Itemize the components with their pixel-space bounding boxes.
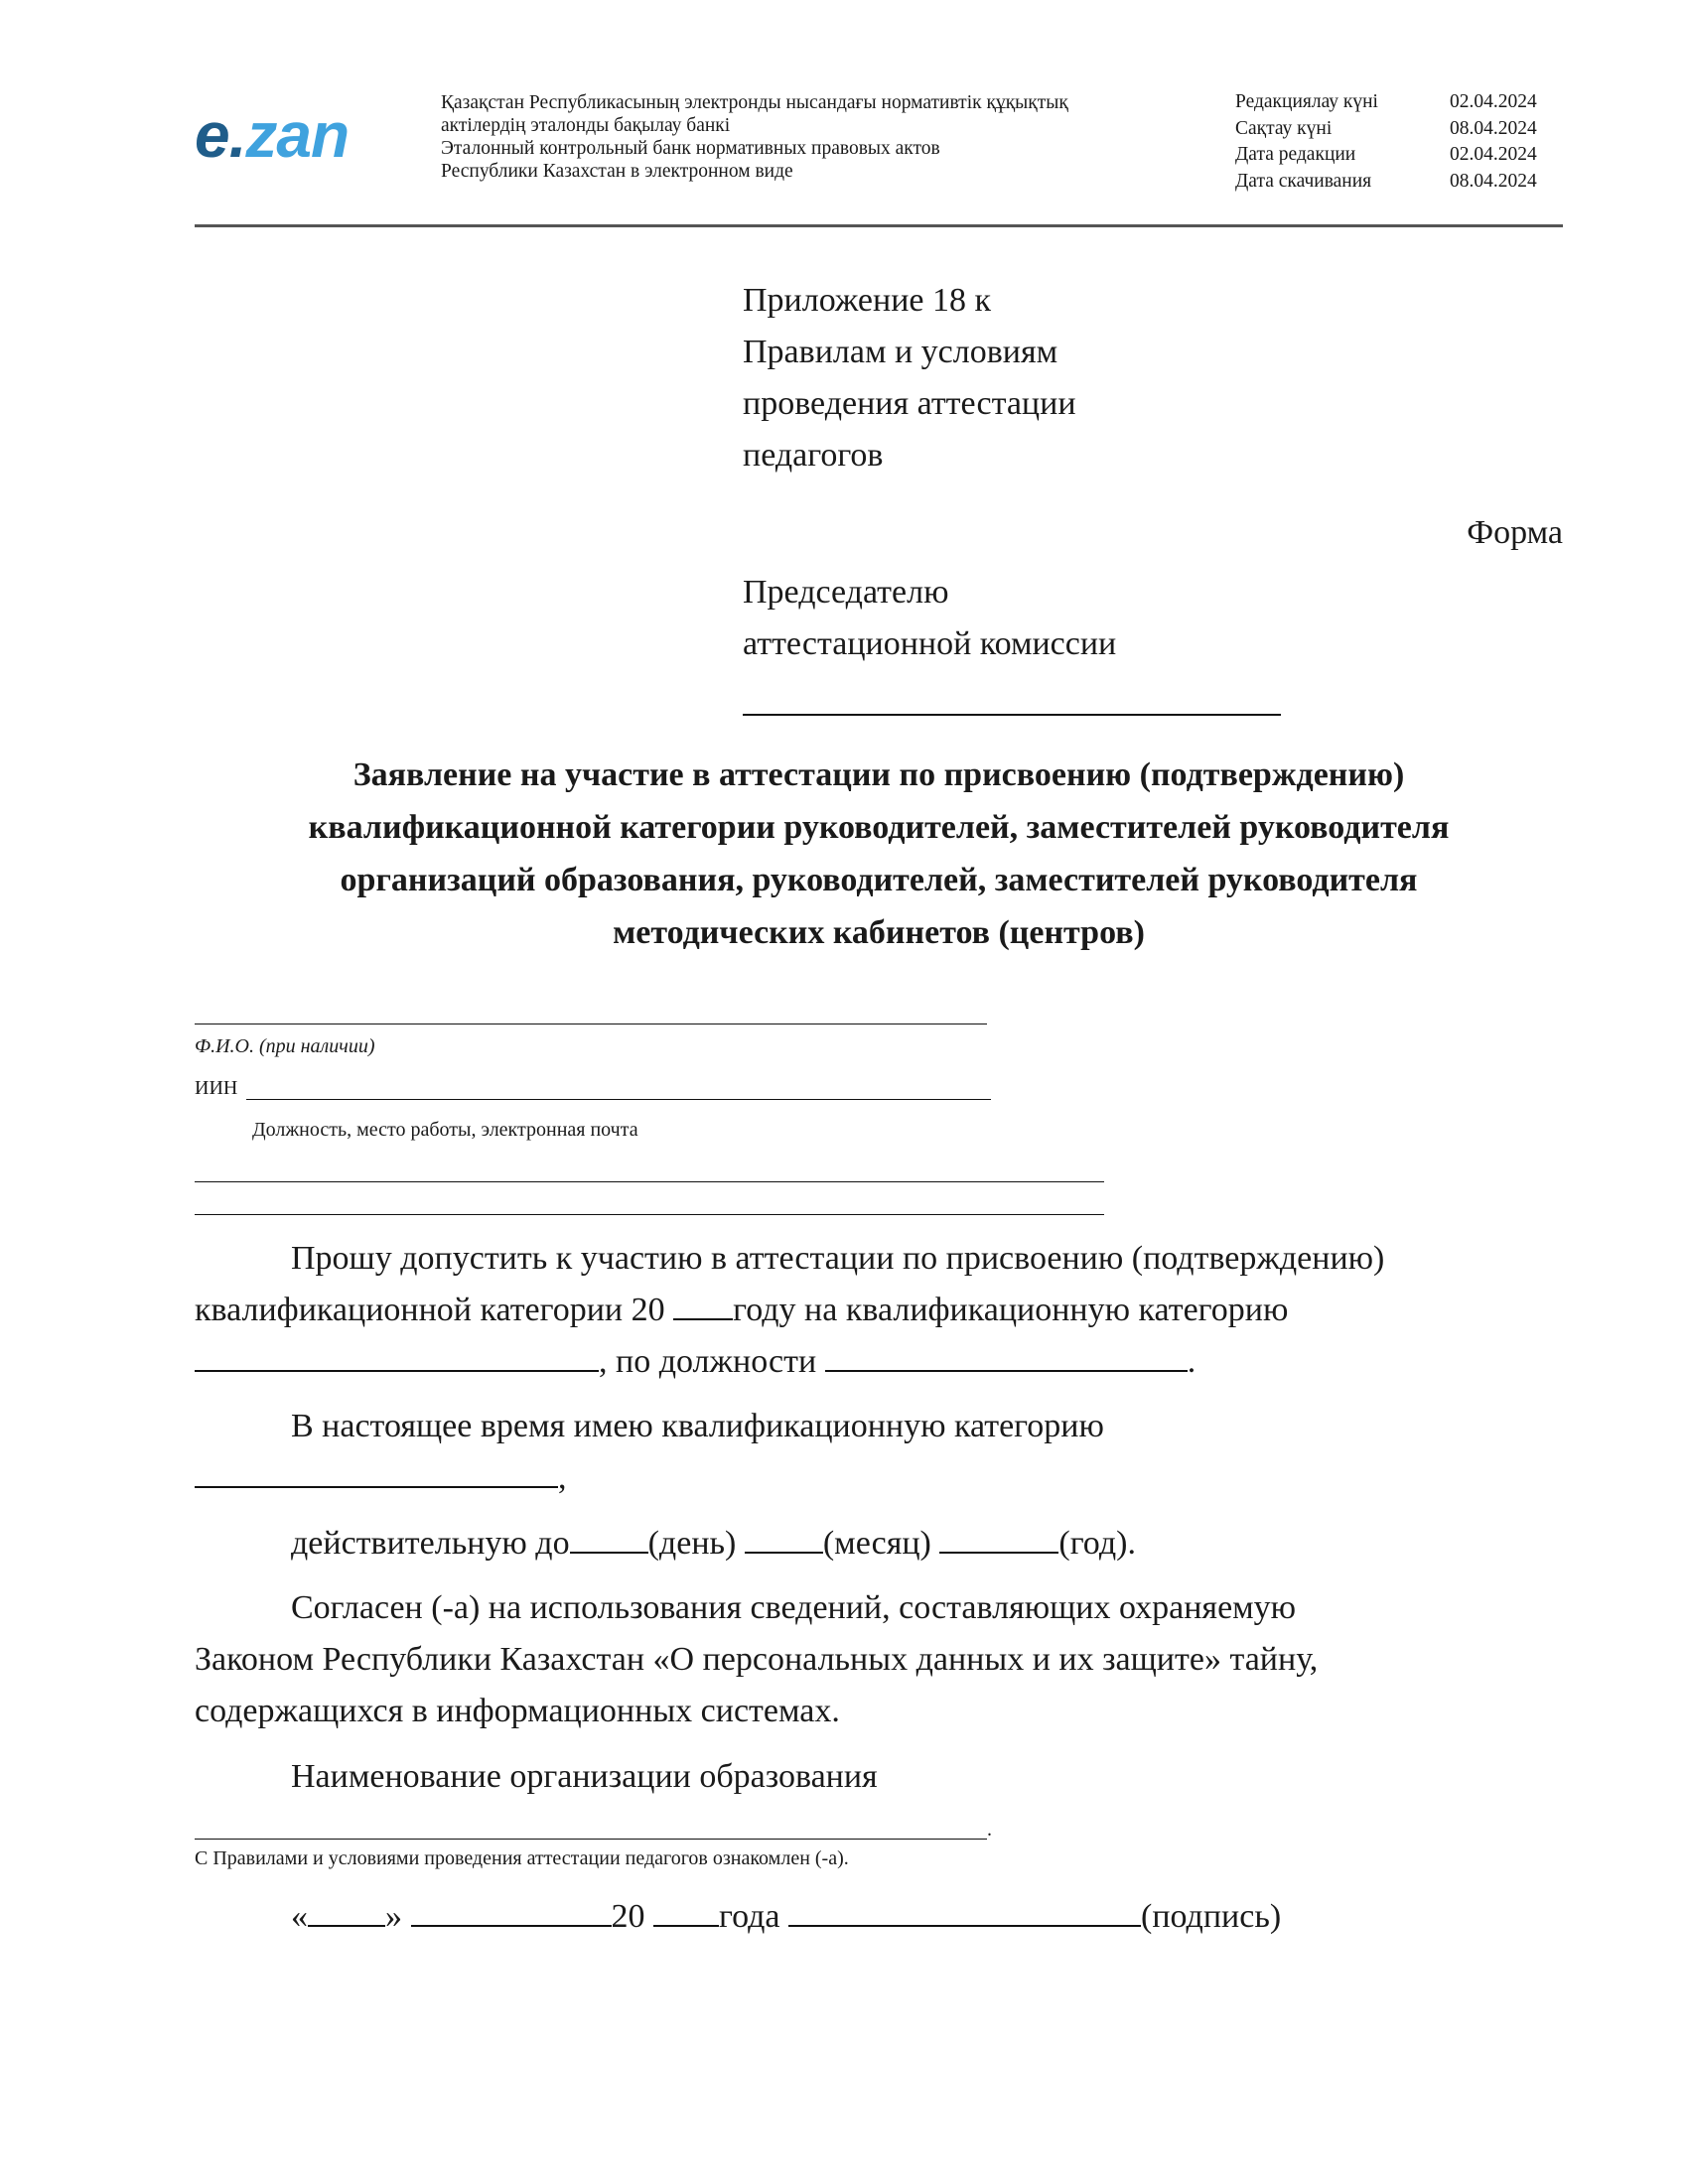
header-divider [195,224,1563,227]
consent-line: содержащихся в информационных системах. [195,1693,840,1729]
request-text: квалификационной категории 20 [195,1292,674,1328]
position-field-line-2[interactable] [195,1214,1104,1215]
signature-field[interactable] [788,1893,1141,1927]
signature-text: (подпись) [1141,1898,1282,1935]
date-label: Дата скачивания [1235,170,1372,192]
signature-text: года [719,1898,789,1935]
header-description-line: Эталонный контрольный банк нормативных правовых актов [441,138,940,159]
request-text: . [1187,1343,1196,1380]
header-description-line: актілердің эталонды бақылау банкі [441,115,731,136]
header-description [441,91,1068,183]
signature-day-field[interactable] [308,1893,385,1927]
title-line: организаций образования, руководителей, заместителей руководителя [340,862,1418,898]
header-description-line: Қазақстан Республикасының электронды нысандағы нормативтік құқықтық [441,92,1068,113]
date-row [1235,142,1537,169]
appendix-line: Приложение 18 к [743,282,992,319]
appendix-line: педагогов [743,437,884,474]
position-caption: Должность, место работы, электронная почта [252,1119,638,1141]
valid-until-text: (месяц) [822,1525,940,1562]
appendix-reference [743,275,1076,481]
title-line: квалификационной категории руководителей, заместителей руководителя [308,809,1450,846]
position-field[interactable] [825,1338,1188,1372]
date-value: 08.04.2024 [1450,170,1537,192]
day-field[interactable] [570,1520,648,1554]
consent-line: Законом Республики Казахстан «О персональных данных и их защите» тайну, [195,1641,1319,1678]
title-line: Заявление на участие в аттестации по присвоению (подтверждению) [352,756,1405,793]
valid-until-text: действительную до [291,1525,570,1562]
document-title [195,749,1563,959]
chairman-name-field[interactable] [743,714,1281,716]
current-category-line [195,1452,1563,1504]
request-line: Прошу допустить к участию в аттестации по присвоению (подтверждению) [291,1240,1385,1277]
date-row [1235,169,1537,196]
title-line: методических кабинетов (центров) [613,914,1145,951]
signature-text: » [385,1898,411,1935]
category-field[interactable] [195,1338,599,1372]
logo-e: e [195,99,229,171]
valid-until-line [195,1518,1563,1570]
appendix-line: Правилам и условиям [743,334,1058,370]
date-row [1235,116,1537,143]
date-row [1235,89,1537,116]
valid-until-text: (день) [647,1525,745,1562]
request-line [195,1285,1563,1336]
header-description-line: Республики Казахстан в электронном виде [441,161,793,182]
request-line [195,1336,1563,1388]
addressee [743,567,1116,670]
current-category-line: В настоящее время имею квалификационную категорию [291,1408,1104,1444]
request-text: году на квалификационную категорию [733,1292,1289,1328]
date-value: 02.04.2024 [1450,91,1537,112]
iin-label: ИИН [195,1077,238,1099]
year-field[interactable] [673,1287,733,1320]
current-category-field[interactable] [195,1454,558,1488]
appendix-line: проведения аттестации [743,385,1076,422]
signature-year-field[interactable] [653,1893,719,1927]
signature-month-field[interactable] [411,1893,612,1927]
valid-until-paragraph [195,1518,1563,1570]
valid-year-field[interactable] [939,1520,1058,1554]
signature-line [195,1891,1563,1943]
organization-dot: . [987,1819,992,1841]
date-value: 08.04.2024 [1450,117,1537,139]
current-category-text: , [558,1459,567,1496]
signature-text: « [291,1898,308,1935]
date-label: Редакциялау күні [1235,91,1378,112]
ezan-logo [195,99,350,171]
consent-paragraph [195,1582,1563,1737]
date-label: Сақтау күні [1235,117,1333,139]
date-label: Дата редакции [1235,144,1356,165]
acknowledgement-note: С Правилами и условиями проведения аттестации педагогов ознакомлен (-а). [195,1847,849,1869]
addressee-line: аттестационной комиссии [743,625,1117,662]
logo-dot: . [228,99,246,171]
addressee-line: Председателю [743,574,949,611]
signature-text: 20 [611,1898,653,1935]
iin-field[interactable] [246,1099,991,1100]
month-field[interactable] [745,1520,823,1554]
consent-line: Согласен (-а) на использования сведений, составляющих охраняемую [291,1589,1297,1626]
valid-until-text: (год). [1058,1525,1136,1562]
current-category-paragraph [195,1401,1563,1504]
header-dates [1235,89,1537,195]
fio-caption: Ф.И.О. (при наличии) [195,1035,375,1057]
signature-row [195,1891,1563,1943]
request-paragraph [195,1233,1563,1388]
organization-field[interactable] [195,1839,987,1840]
request-text: , по должности [599,1343,825,1380]
logo-zan: zan [245,99,350,171]
position-field-line-1[interactable] [195,1181,1104,1182]
form-label: Форма [1467,514,1563,551]
date-value: 02.04.2024 [1450,144,1537,165]
organization-label: Наименование организации образования [291,1758,878,1795]
